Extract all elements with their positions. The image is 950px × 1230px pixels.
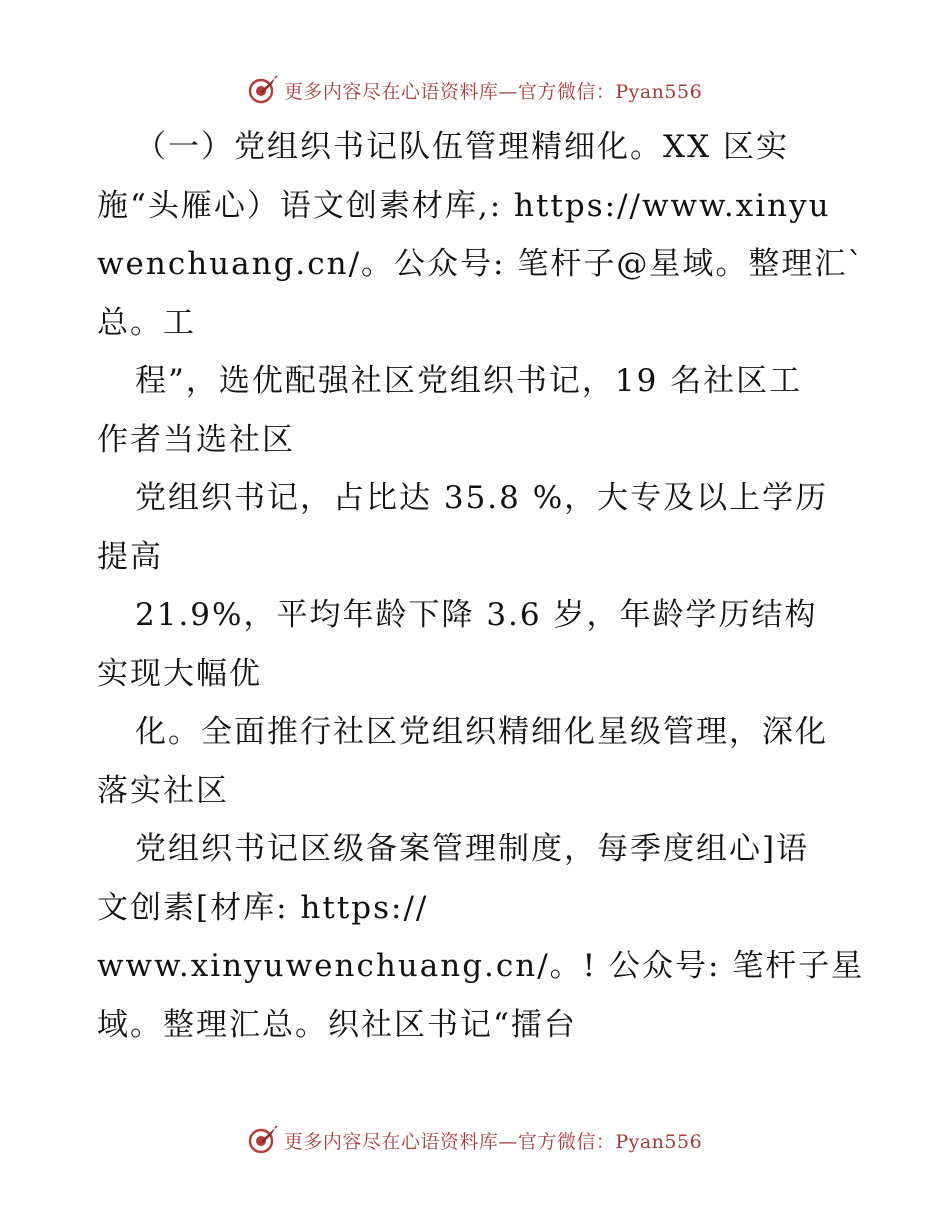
body-line: 提高 <box>97 538 163 575</box>
footer-banner-text: 更多内容尽在心语资料库—官方微信：Pyan556 <box>283 1130 703 1153</box>
header-banner-text: 更多内容尽在心语资料库—官方微信：Pyan556 <box>283 80 703 103</box>
quill-logo-icon <box>248 75 278 105</box>
body-line: 实现大幅优 <box>97 655 262 692</box>
body-line: 21.9%，平均年龄下降 3.6 岁，年龄学历结构 <box>135 597 818 633</box>
document-body <box>97 118 865 1054</box>
body-line: 文创素[材库: https:// <box>97 889 429 926</box>
body-line: 党组织书记区级备案管理制度，每季度组心]语 <box>135 831 810 867</box>
body-line: 落实社区 <box>97 772 229 809</box>
body-line: 程”，选优配强社区党组织书记，19 名社区工 <box>135 363 803 399</box>
body-line: wenchuang.cn/。公众号: 笔杆子@星域。整理汇` <box>97 246 865 282</box>
body-line: （一）党组织书记队伍管理精细化。XX 区实 <box>135 129 789 165</box>
body-line: 域。整理汇总。织社区书记“擂台 <box>97 1006 577 1043</box>
footer-banner <box>0 1120 950 1160</box>
quill-logo-icon <box>248 1125 278 1155</box>
body-line: www.xinyuwenchuang.cn/。! 公众号: 笔杆子星 <box>97 948 865 984</box>
body-line: 总。工 <box>97 304 196 341</box>
body-line: 施“头雁心）语文创素材库,: https://www.xinyu <box>97 187 831 224</box>
body-line: 化。全面推行社区党组织精细化星级管理，深化 <box>135 714 828 750</box>
body-line: 作者当选社区 <box>97 421 295 458</box>
header-banner <box>0 70 950 110</box>
body-line: 党组织书记，占比达 35.8 %，大专及以上学历 <box>135 480 829 516</box>
